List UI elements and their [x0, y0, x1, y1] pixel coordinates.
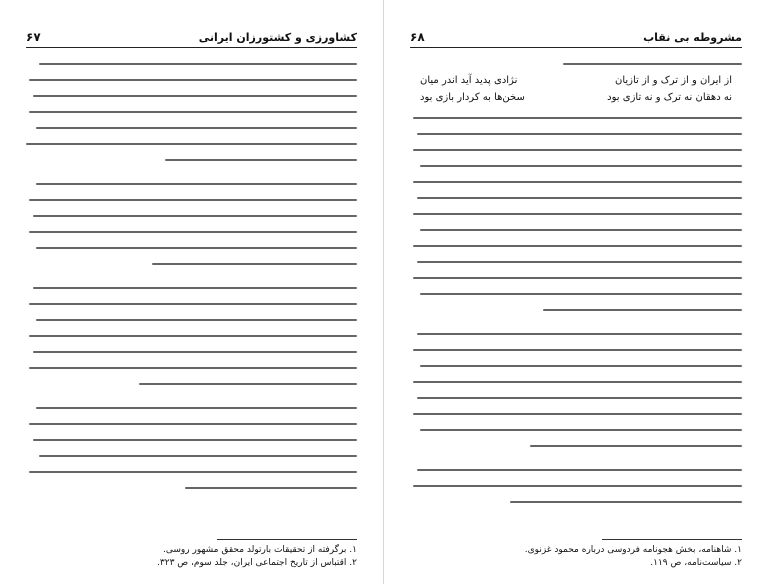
- text-line: [413, 413, 742, 415]
- text-line: [420, 165, 742, 167]
- left-page-number: ۶۷: [26, 30, 41, 44]
- text-line: [33, 351, 357, 353]
- left-page-title: کشاورزی و کشتورزان ایرانی: [198, 31, 357, 44]
- text-line: [29, 303, 357, 305]
- poem-hemistich: از ایران و از ترک و از تازیان: [614, 75, 732, 86]
- left-page-body: [26, 56, 357, 496]
- right-page-footnotes: [410, 544, 742, 570]
- text-line: [543, 309, 742, 311]
- text-line: [36, 127, 357, 129]
- text-line: [39, 63, 357, 65]
- left-page-footnotes-block: [26, 533, 357, 570]
- text-line: [420, 429, 742, 431]
- left-page-header: [26, 30, 357, 48]
- poem-hemistich: نه دهقان نه ترک و نه تازی بود: [607, 91, 732, 103]
- poem-hemistich: سخن‌ها به کردار بازی بود: [420, 91, 525, 103]
- text-line: [413, 181, 742, 183]
- poem-block: [420, 74, 732, 104]
- text-line: [413, 149, 742, 151]
- footnote: ۱. شاهنامه، بخش هجونامه فردوسی درباره محمود غزنوی.: [524, 544, 742, 555]
- right-page-footnotes-block: [410, 533, 742, 570]
- right-page-title: مشروطه بی نقاب: [643, 31, 742, 44]
- text-line: [29, 231, 357, 233]
- text-line: [413, 485, 742, 487]
- text-line: [420, 229, 742, 231]
- text-line: [413, 245, 742, 247]
- text-line: [563, 63, 742, 65]
- text-line: [33, 215, 357, 217]
- text-line: [413, 213, 742, 215]
- poem-couplet: [420, 74, 732, 88]
- text-line: [417, 133, 742, 135]
- right-page-number: ۶۸: [410, 30, 425, 44]
- text-line: [36, 247, 357, 249]
- text-line: [510, 501, 742, 503]
- text-line: [420, 365, 742, 367]
- poem-couplet: [420, 91, 732, 105]
- text-line: [417, 261, 742, 263]
- footnote: ۱. برگرفته از تحقیقات بارتولد محقق مشهور روسی.: [163, 544, 357, 555]
- text-line: [413, 381, 742, 383]
- text-line: [29, 367, 357, 369]
- text-line: [36, 407, 357, 409]
- left-page-footnotes: [26, 544, 357, 570]
- text-line: [36, 183, 357, 185]
- text-line: [29, 111, 357, 113]
- text-line: [417, 469, 742, 471]
- right-page-body-continued: [410, 110, 742, 510]
- text-line: [139, 383, 357, 385]
- text-line: [417, 197, 742, 199]
- text-line: [413, 277, 742, 279]
- text-line: [152, 263, 357, 265]
- right-page-body: [410, 56, 742, 72]
- text-line: [417, 333, 742, 335]
- footnote-rule: [217, 539, 357, 540]
- text-line: [165, 159, 357, 161]
- text-line: [530, 445, 742, 447]
- text-line: [29, 79, 357, 81]
- text-line: [29, 423, 357, 425]
- text-line: [29, 335, 357, 337]
- right-page-header: [410, 30, 742, 48]
- footnote-rule: [602, 539, 742, 540]
- text-line: [39, 455, 357, 457]
- text-line: [33, 439, 357, 441]
- footnote: ۲. سیاست‌نامه، ص ۱۱۹.: [650, 557, 742, 568]
- text-line: [26, 143, 357, 145]
- right-page: [384, 0, 768, 584]
- text-line: [33, 95, 357, 97]
- text-line: [36, 319, 357, 321]
- text-line: [420, 293, 742, 295]
- text-line: [413, 117, 742, 119]
- text-line: [417, 397, 742, 399]
- text-line: [413, 349, 742, 351]
- footnote: ۲. اقتباس از تاریخ اجتماعی ایران، جلد سوم، ص ۳۲۳.: [157, 557, 357, 568]
- text-line: [29, 199, 357, 201]
- text-line: [33, 287, 357, 289]
- text-line: [185, 487, 357, 489]
- poem-hemistich: نژادی پدید آید اندر میان: [420, 75, 518, 86]
- text-line: [29, 471, 357, 473]
